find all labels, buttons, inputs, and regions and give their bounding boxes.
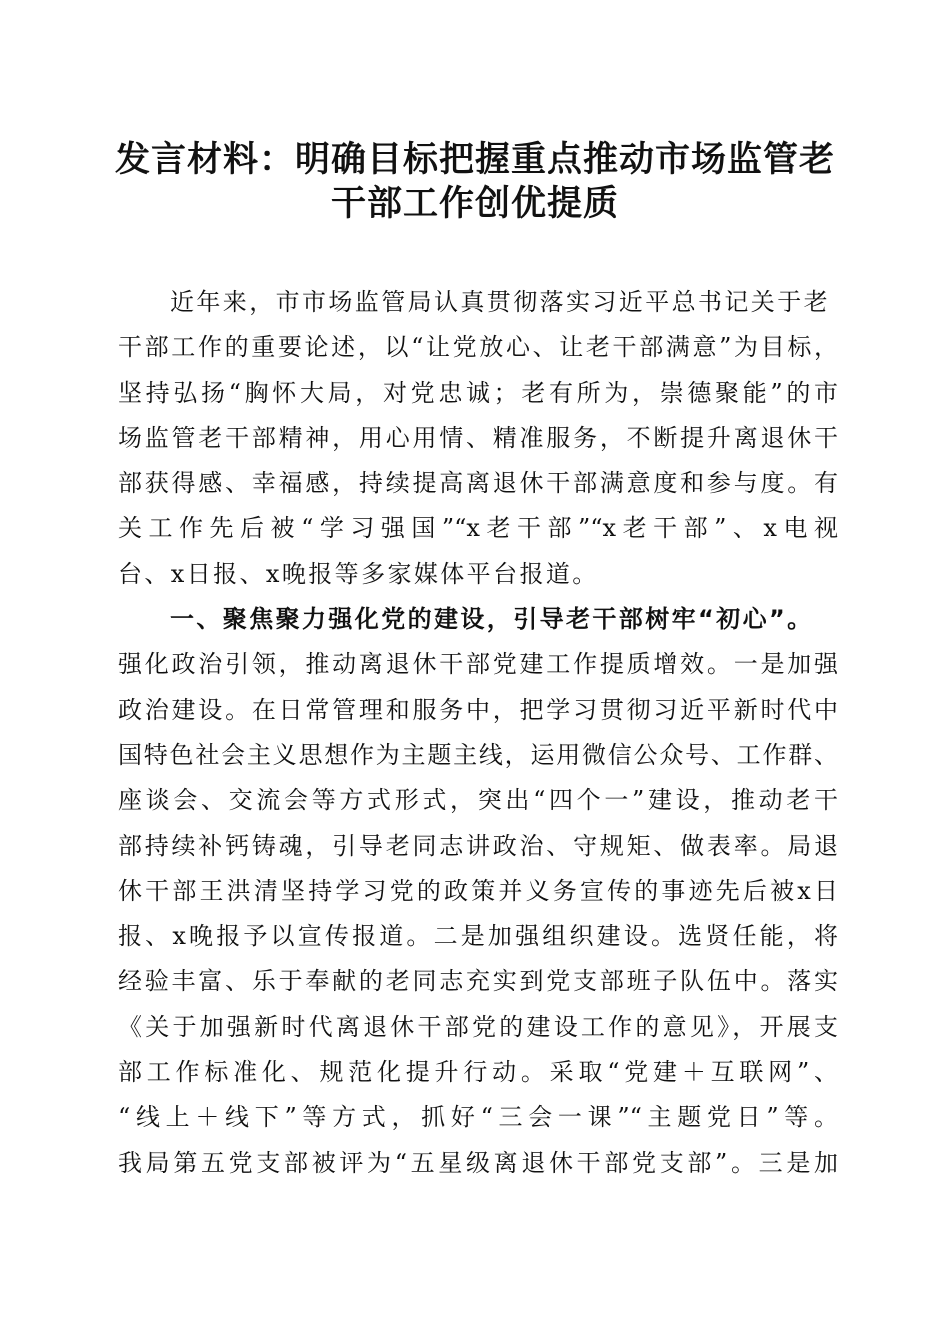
paragraph-line: 场监管老干部精神，用心用情、精准服务，不断提升离退休干 [118,423,838,452]
paragraph-line: 休干部王洪清坚持学习党的政策并义务宣传的事迹先后被x日 [118,876,838,905]
paragraph-line: 强化政治引领，推动离退休干部党建工作提质增效。一是加强 [118,650,838,679]
paragraph-line: 座谈会、交流会等方式形式，突出“四个一”建设，推动老干 [118,786,838,815]
paragraph-line: 报、x晚报予以宣传报道。二是加强组织建设。选贤任能，将 [118,922,838,951]
document-title [100,138,850,226]
paragraph-line: 部持续补钙铸魂，引导老同志讲政治、守规矩、做表率。局退 [118,831,838,860]
paragraph-line: 台、x日报、x晚报等多家媒体平台报道。 [118,559,599,588]
title-line-2: 干部工作创优提质 [330,183,619,224]
paragraph-line: 干部工作的重要论述，以“让党放心、让老干部满意”为目标， [118,333,838,362]
paragraph-line: 关工作先后被“学习强国”“x老干部”“x老干部”、x电视 [118,514,838,543]
paragraph-line: 国特色社会主义思想作为主题主线，运用微信公众号、工作群、 [118,740,838,769]
paragraph-line: “线上＋线下”等方式，抓好“三会一课”“主题党日”等。 [118,1103,838,1132]
section-heading: 一、聚焦聚力强化党的建设，引导老干部树牢“初心”。 [170,605,814,634]
paragraph-line: 政治建设。在日常管理和服务中，把学习贯彻习近平新时代中 [118,695,838,724]
document-body [118,280,838,1186]
paragraph-line: 部工作标准化、规范化提升行动。采取“党建＋互联网”、 [118,1058,838,1087]
paragraph-line: 近年来，市市场监管局认真贯彻落实习近平总书记关于老 [170,288,830,316]
paragraph-line: 经验丰富、乐于奉献的老同志充实到党支部班子队伍中。落实 [118,967,838,996]
title-line-1: 发言材料：明确目标把握重点推动市场监管老 [114,139,835,180]
paragraph-line: 坚持弘扬“胸怀大局，对党忠诚；老有所为，崇德聚能”的市 [118,378,838,407]
paragraph-line: 《关于加强新时代离退休干部党的建设工作的意见》，开展支 [118,1012,838,1041]
paragraph-line: 部获得感、幸福感，持续提高离退休干部满意度和参与度。有 [118,469,838,498]
paragraph-line: 我局第五党支部被评为“五星级离退休干部党支部”。三是加 [118,1148,838,1177]
